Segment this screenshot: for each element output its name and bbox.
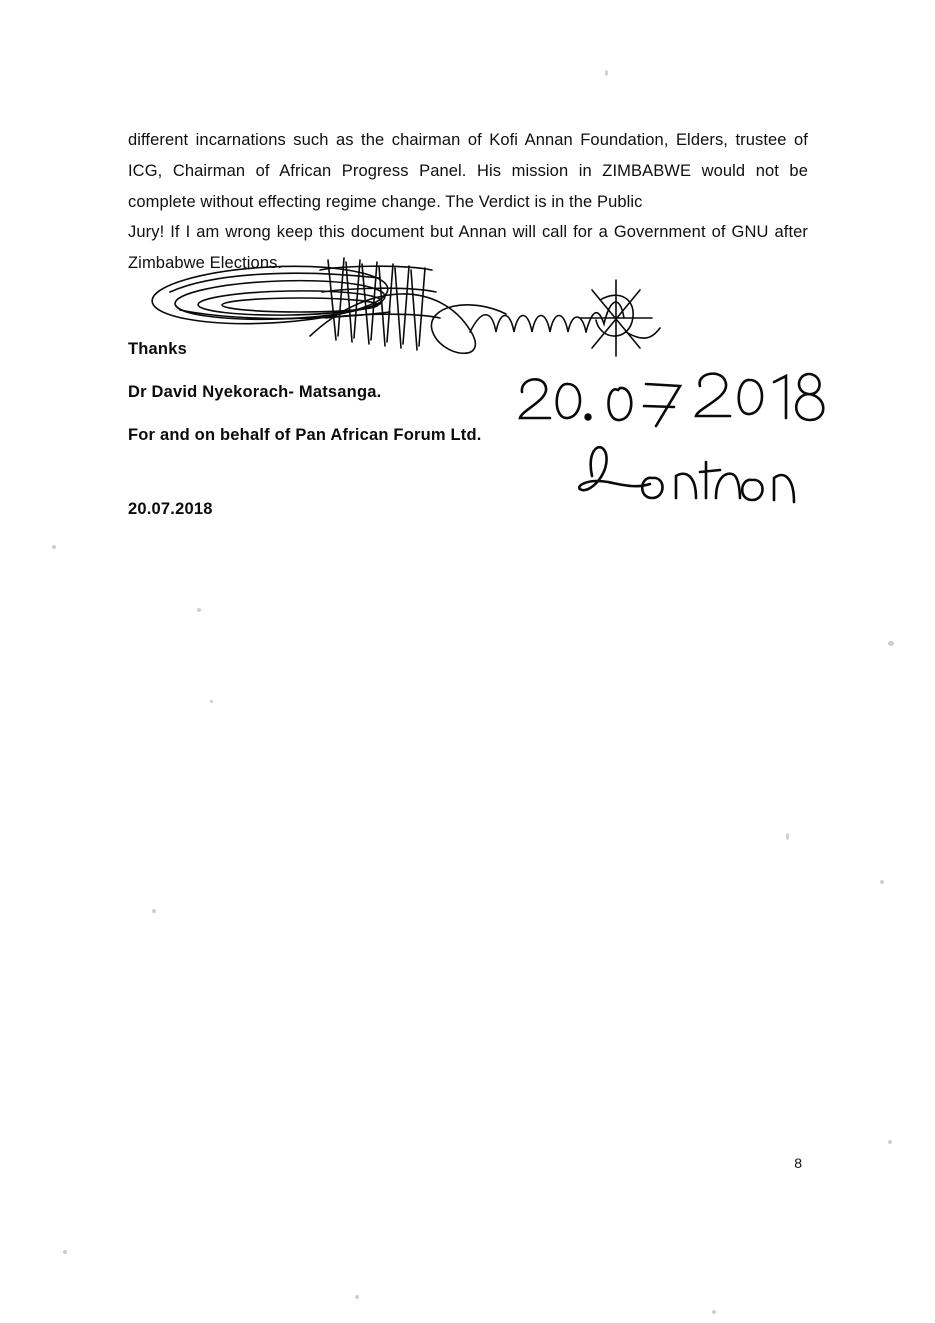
scan-speck xyxy=(210,700,213,703)
scan-speck xyxy=(888,1140,892,1144)
typed-date: 20.07.2018 xyxy=(128,500,213,518)
scan-speck xyxy=(63,1250,67,1254)
scan-speck xyxy=(197,608,201,612)
scan-speck xyxy=(786,833,789,840)
signature-area xyxy=(140,240,840,510)
body-paragraph: Jury! If I am wrong keep this document but Annan will call for a Government of GNU after Zimbabwe Elections. xyxy=(128,222,808,272)
page-number: 8 xyxy=(794,1155,802,1171)
signatory-organization: For and on behalf of Pan African Forum Ltd. xyxy=(128,426,482,444)
body-paragraph: different incarnations such as the chairman of Kofi Annan Foundation, Elders, trustee of ICG, Chairman of African Progress Panel. His mission in ZIMBABWE would not be complete without effecting regime change. The Verdict is in the Public xyxy=(128,130,808,211)
scan-speck xyxy=(605,70,608,76)
signature-scrawl-icon xyxy=(140,240,840,510)
scan-speck xyxy=(355,1295,359,1299)
scan-speck xyxy=(712,1310,716,1314)
scan-speck xyxy=(52,545,56,549)
closing-thanks: Thanks xyxy=(128,340,187,358)
scan-speck xyxy=(888,641,894,646)
scan-speck xyxy=(152,909,156,913)
scan-speck xyxy=(880,880,884,884)
signatory-name: Dr David Nyekorach- Matsanga. xyxy=(128,383,382,401)
